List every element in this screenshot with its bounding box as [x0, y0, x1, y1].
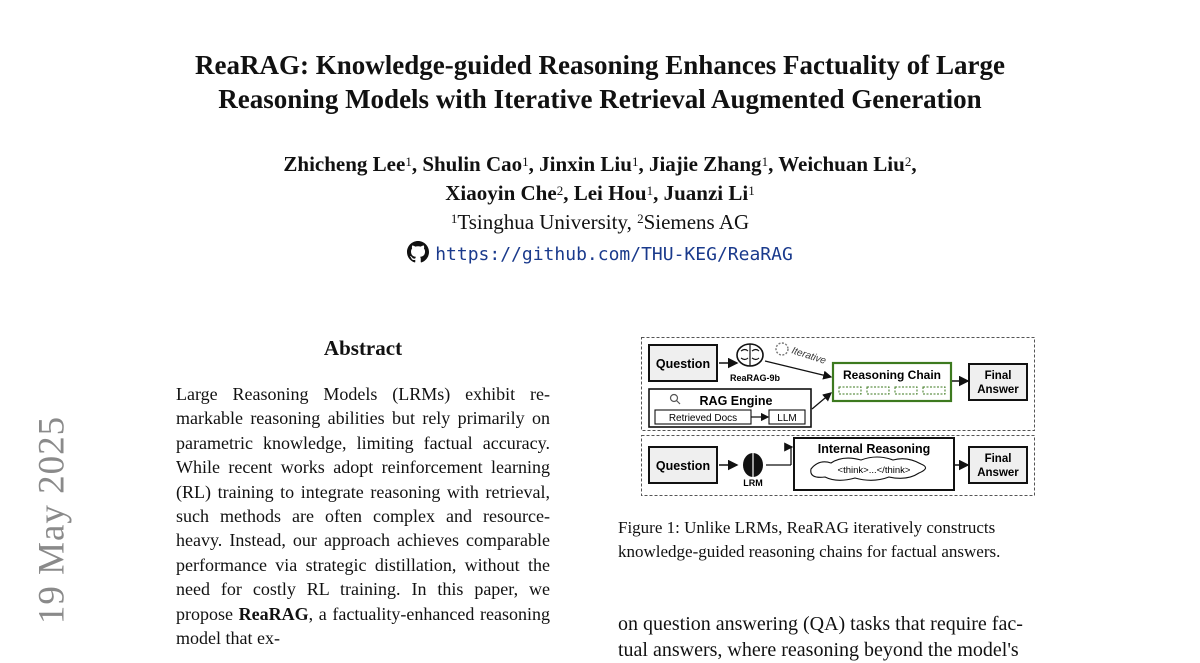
author-affiliation-mark: 1 [748, 183, 755, 198]
affiliations: $^1$Tsinghua University, $^2$Siemens AG [450, 210, 750, 234]
figure-1 [641, 337, 1035, 496]
paper-title [0, 48, 1200, 116]
affiliation-name: Siemens AG [643, 210, 750, 234]
body-text-column-2: on question answering (QA) tasks that require fac-tual answers, where reasoning beyond the model's [618, 613, 1023, 661]
author-name: Jiajie Zhang [648, 152, 762, 176]
rag-engine-label: RAG Engine [699, 394, 773, 408]
iterative-loop-icon [776, 343, 788, 355]
reasoning-chain-label: Reasoning Chain [842, 368, 942, 382]
repo-link[interactable]: https://github.com/THU-KEG/ReaRAG [435, 244, 793, 265]
title-line-2: Reasoning Models with Iterative Retrieval Augmented Generation [218, 84, 982, 114]
affiliation-name: Tsinghua University [457, 210, 627, 234]
brain-icon [737, 344, 763, 366]
head-icon [743, 453, 763, 477]
author-name: Juanzi Li [663, 181, 749, 205]
think-tag-label: <think>...</think> [837, 465, 911, 476]
figure-diagram [641, 337, 1035, 496]
figure-caption: Figure 1: Unlike LRMs, ReaRAG iteratively constructs knowledge-guided reasoning chains for factual answers. [618, 518, 1001, 561]
affiliation-number: 1 [450, 211, 458, 226]
abstract-model-name: ReaRAG [238, 603, 309, 624]
retrieved-docs-label: Retrieved Docs [668, 413, 738, 424]
author-affiliation-mark: 1 [405, 154, 412, 169]
repo-line [0, 240, 1200, 271]
top-final-line2: Answer [977, 384, 1019, 396]
author-name: Lei Hou [573, 181, 647, 205]
author-name: Shulin Cao [422, 152, 523, 176]
rearag-model-label: ReaRAG-9b [729, 373, 781, 383]
author-affiliation-mark: 1 [761, 154, 769, 169]
author-affiliation-mark: 1 [522, 154, 529, 169]
author-list: Zhicheng Lee$^1$, Shulin Cao$^1$, Jinxin Liu$^1$, Jiajie Zhang$^1$, Weichuan Liu$^2$, Xiaoyin Che$^2$, Lei Hou$^1$, Juanzi Li$^1$ [283, 152, 917, 205]
llm-label: LLM [777, 413, 797, 424]
internal-reasoning-label: Internal Reasoning [817, 442, 931, 456]
abstract-text-end: , a factuality-enhanced reasoning model that ex- [176, 603, 550, 649]
author-name: Xiaoyin Che [445, 181, 557, 205]
bottom-question-label: Question [655, 459, 711, 473]
iterative-label: Iterative [790, 345, 828, 367]
affiliation-number: 2 [637, 211, 644, 226]
abstract-heading: Abstract [323, 336, 403, 360]
author-name: Zhicheng Lee [283, 152, 406, 176]
author-name: Jinxin Liu [539, 152, 632, 176]
author-affiliation-mark: 2 [556, 183, 564, 198]
title-line-1: ReaRAG: Knowledge-guided Reasoning Enhances Factuality of Large [195, 50, 1005, 80]
author-name: Weichuan Liu [778, 152, 905, 176]
bottom-final-line1: Final [984, 453, 1012, 465]
author-affiliation-mark: 2 [904, 154, 912, 169]
github-icon [407, 241, 429, 271]
abstract-text: Large Reasoning Models (LRMs) exhibit remarkable reasoning abilities but rely primarily on parametric knowledge, limiting factual accuracy. While recent works adopt reinforcement learning (RL) training to integrate reasoning with retrieval, such methods are often complex and resource-heavy. Instead, our approach achieves comparable performance via strategic distillation, without the need for costly RL training. In this paper, we propose [176, 384, 550, 624]
top-final-line1: Final [984, 370, 1012, 382]
bottom-final-line2: Answer [977, 467, 1019, 479]
author-affiliation-mark: 1 [646, 183, 654, 198]
abstract-body [176, 382, 550, 650]
arxiv-date-stamp: 19 May 2025 [31, 415, 73, 625]
lrm-model-label: LRM [743, 478, 763, 488]
top-question-label: Question [655, 357, 711, 371]
author-affiliation-mark: 1 [631, 154, 639, 169]
